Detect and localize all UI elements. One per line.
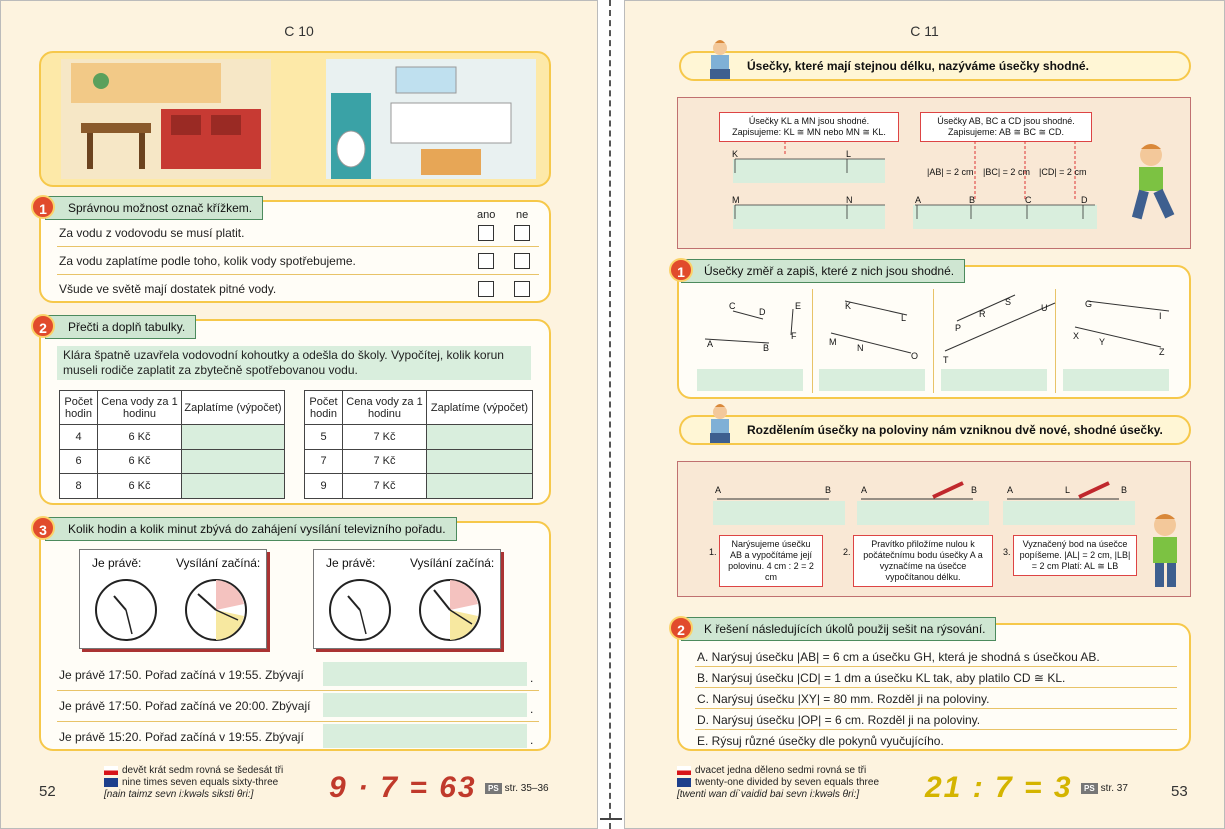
label-B: B (971, 485, 978, 495)
label-K: K (845, 301, 852, 311)
step-3-note: Vyznačený bod na úsečce popíšeme. |AL| = 2 cm, |LB| = 2 cm Platí: AL ≅ LB (1013, 535, 1137, 576)
label-S: S (1005, 297, 1012, 307)
step-2-number: 2. (843, 547, 851, 557)
kid-running-icon (1121, 141, 1183, 227)
ex3-answer-3[interactable] (323, 724, 527, 748)
label-B: B (1121, 485, 1128, 495)
label-A: A (707, 339, 714, 349)
start-label: Vysílání začíná: (176, 556, 261, 570)
page-number: 52 (39, 783, 56, 800)
label-N: N (857, 343, 864, 353)
checkbox-yes-1[interactable] (478, 225, 494, 241)
step-2-note: Pravítko přiložíme nulou k počátečnímu bodu úsečky A a vyznačíme na úsečce vypočítanou délku. (853, 535, 993, 587)
cz-text: devět krát sedm rovná se šedesát tři (122, 765, 284, 776)
cell: 6 (60, 449, 98, 474)
ex-r2-item-b: B. Narýsuj úsečku |CD| = 1 dm a úsečku KL tak, aby platilo CD ≅ KL. (697, 671, 1066, 685)
uk-flag-icon (677, 778, 691, 787)
label-L: L (1065, 485, 1071, 495)
kitchen-bathroom-illustration (41, 53, 549, 185)
cell: 7 (305, 449, 343, 474)
ex1-row-3: Všude ve světě mají dostatek pitné vody. (59, 282, 277, 296)
exercise-r2-number: 2 (669, 616, 693, 640)
ps-badge: PS (485, 783, 502, 794)
pron-text: [twenti wan di`vaidid bai sevn i:kwəls θri:] (677, 789, 860, 800)
kid-pointing-icon (1139, 511, 1189, 591)
label-I: I (1159, 311, 1162, 321)
label-M: M (732, 195, 740, 205)
now-label: Je právě: (92, 556, 142, 570)
price-table-1 (59, 390, 285, 499)
ps-pages: str. 35–36 (504, 783, 549, 794)
workbook-ref (1081, 783, 1128, 794)
cell: 4 (60, 425, 98, 450)
dot: . (530, 671, 534, 685)
cell: 6 Kč (98, 449, 182, 474)
workbook-ref (485, 783, 549, 794)
cell: 6 Kč (98, 474, 182, 499)
footer-translation (677, 765, 879, 801)
checkbox-yes-3[interactable] (478, 281, 494, 297)
col-no-label: ne (516, 209, 529, 221)
length-bc: |BC| = 2 cm (983, 167, 1030, 177)
label-O: O (911, 351, 919, 361)
illustration-panel (39, 51, 551, 187)
exercise-3-number: 3 (31, 516, 55, 540)
clock-card-2 (313, 549, 501, 649)
rulers-ticks (725, 141, 1105, 237)
label-G: G (1085, 299, 1093, 309)
ps-badge: PS (1081, 783, 1098, 794)
cell: 7 Kč (343, 449, 427, 474)
exercise-r1-number: 1 (669, 258, 693, 282)
ex3-row-1: Je právě 17:50. Pořad začíná v 19:55. Zbývají (59, 668, 304, 682)
rule-2: Rozdělením úsečky na poloviny nám vzniknou dvě nové, shodné úsečky. (679, 415, 1191, 445)
now-label: Je právě: (326, 556, 376, 570)
exercise-2-title: Přečti a doplň tabulky. (45, 315, 196, 339)
clock-faces (88, 574, 264, 646)
label-A: A (715, 485, 722, 495)
ex-r2-item-a: A. Narýsuj úsečku |AB| = 6 cm a úsečku GH, která je shodná s úsečkou AB. (697, 650, 1100, 664)
label-F: F (791, 331, 797, 341)
czech-flag-icon (104, 766, 118, 775)
kid-reading-icon (705, 39, 735, 81)
segments-drawing (685, 291, 1185, 371)
en-text: nine times seven equals sixty-three (122, 777, 279, 788)
ex3-answer-1[interactable] (323, 662, 527, 686)
label-K: K (732, 149, 739, 159)
answer-cell[interactable] (427, 425, 533, 450)
label-B: B (969, 195, 976, 205)
label-U: U (1041, 303, 1048, 313)
ex3-row-2: Je právě 17:50. Pořad začíná ve 20:00. Zbývají (59, 699, 311, 713)
exercise-1-title: Správnou možnost označ křížkem. (45, 196, 263, 220)
length-cd: |CD| = 2 cm (1039, 167, 1087, 177)
label-C: C (729, 301, 736, 311)
ex-r1-answer-3[interactable] (941, 369, 1047, 391)
start-label: Vysílání začíná: (410, 556, 495, 570)
page-number: 53 (1171, 783, 1188, 800)
checkbox-yes-2[interactable] (478, 253, 494, 269)
left-page (0, 0, 598, 829)
label-L: L (846, 149, 852, 159)
answer-cell[interactable] (182, 474, 285, 499)
label-N: N (846, 195, 853, 205)
ex-r1-answer-2[interactable] (819, 369, 925, 391)
dot: . (530, 733, 534, 747)
step-1-note: Narýsujeme úsečku AB a vypočítáme její polovinu. 4 cm : 2 = 2 cm (719, 535, 823, 587)
th-hours: Počet hodin (305, 391, 343, 425)
checkbox-no-3[interactable] (514, 281, 530, 297)
th-pay: Zaplatíme (výpočet) (182, 391, 285, 425)
ex3-answer-2[interactable] (323, 693, 527, 717)
note-kl-mn: Úsečky KL a MN jsou shodné. Zapisujeme: KL ≅ MN nebo MN ≅ KL. (719, 112, 899, 142)
ps-pages: str. 37 (1100, 783, 1128, 794)
answer-cell[interactable] (182, 449, 285, 474)
footer-translation (104, 765, 283, 801)
th-hours: Počet hodin (60, 391, 98, 425)
label-B: B (825, 485, 832, 495)
label-T: T (943, 355, 949, 365)
czech-flag-icon (677, 766, 691, 775)
ex-r1-answer-1[interactable] (697, 369, 803, 391)
note-ab-bc-cd: Úsečky AB, BC a CD jsou shodné. Zapisujeme: AB ≅ BC ≅ CD. (920, 112, 1092, 142)
answer-cell[interactable] (427, 474, 533, 499)
exercise-r2-title: K řešení následujících úkolů použij sešit na rýsování. (681, 617, 996, 641)
label-L: L (901, 313, 907, 323)
rule-1: Úsečky, které mají stejnou délku, nazýváme úsečky shodné. (679, 51, 1191, 81)
ex-r2-item-d: D. Narýsuj úsečku |OP| = 6 cm. Rozděl ji na poloviny. (697, 713, 981, 727)
equation: 9 · 7 = 63 (329, 771, 477, 804)
exercise-3-title: Kolik hodin a kolik minut zbývá do zahájení vysílání televizního pořadu. (45, 517, 457, 541)
col-yes-label: ano (477, 209, 496, 221)
answer-cell[interactable] (427, 449, 533, 474)
label-A: A (861, 485, 868, 495)
label-D: D (1081, 195, 1088, 205)
cell: 8 (60, 474, 98, 499)
label-R: R (979, 309, 986, 319)
right-page (624, 0, 1225, 829)
label-B: B (763, 343, 770, 353)
en-text: twenty-one divided by seven equals three (695, 777, 880, 788)
ex3-row-3: Je právě 15:20. Pořad začíná v 19:55. Zbývají (59, 730, 304, 744)
kid-reading-icon (705, 403, 735, 445)
th-price: Cena vody za 1 hodinu (343, 391, 427, 425)
page-gutter (598, 0, 624, 829)
checkbox-no-2[interactable] (514, 253, 530, 269)
th-pay: Zaplatíme (výpočet) (427, 391, 533, 425)
cell: 7 Kč (343, 425, 427, 450)
halving-lines (705, 479, 1145, 509)
length-ab: |AB| = 2 cm (927, 167, 974, 177)
ex-r1-answer-4[interactable] (1063, 369, 1169, 391)
cell: 6 Kč (98, 425, 182, 450)
th-price: Cena vody za 1 hodinu (98, 391, 182, 425)
label-Y: Y (1099, 337, 1106, 347)
label-A: A (915, 195, 922, 205)
clock-card-1 (79, 549, 267, 649)
cell: 5 (305, 425, 343, 450)
label-P: P (955, 323, 962, 333)
ex1-row-1: Za vodu z vodovodu se musí platit. (59, 226, 245, 240)
clock-faces (322, 574, 498, 646)
price-table-2 (304, 390, 533, 499)
step-3-number: 3. (1003, 547, 1011, 557)
label-C: C (1025, 195, 1032, 205)
uk-flag-icon (104, 778, 118, 787)
label-A: A (1007, 485, 1014, 495)
ex-r2-item-c: C. Narýsuj úsečku |XY| = 80 mm. Rozděl ji na poloviny. (697, 692, 990, 706)
ex1-row-2: Za vodu zaplatíme podle toho, kolik vody spotřebujeme. (59, 254, 356, 268)
ex-r2-item-e: E. Rýsuj různé úsečky dle pokynů vyučujícího. (697, 734, 944, 748)
checkbox-no-1[interactable] (514, 225, 530, 241)
pron-text: [nain taimz sevn i:kwəls siksti θri:] (104, 789, 254, 800)
exercise-2-number: 2 (31, 314, 55, 338)
equation: 21 : 7 = 3 (925, 771, 1073, 804)
label-M: M (829, 337, 837, 347)
answer-cell[interactable] (182, 425, 285, 450)
ex2-story-text: Klára špatně uzavřela vodovodní kohoutky a odešla do školy. Vypočítej, kolik korun museli rodiče zaplatit za zbytečně spotřebovanou vodu. (57, 346, 531, 380)
cz-text: dvacet jedna děleno sedmi rovná se tři (695, 765, 867, 776)
page-code: C 10 (284, 23, 314, 39)
label-Z: Z (1159, 347, 1165, 357)
label-E: E (795, 301, 802, 311)
label-D: D (759, 307, 766, 317)
step-1-number: 1. (709, 547, 717, 557)
exercise-1-number: 1 (31, 195, 55, 219)
exercise-r1-title: Úsečky změř a zapiš, které z nich jsou shodné. (681, 259, 965, 283)
cell: 9 (305, 474, 343, 499)
dot: . (530, 702, 534, 716)
cell: 7 Kč (343, 474, 427, 499)
label-X: X (1073, 331, 1080, 341)
page-code: C 11 (910, 23, 939, 39)
